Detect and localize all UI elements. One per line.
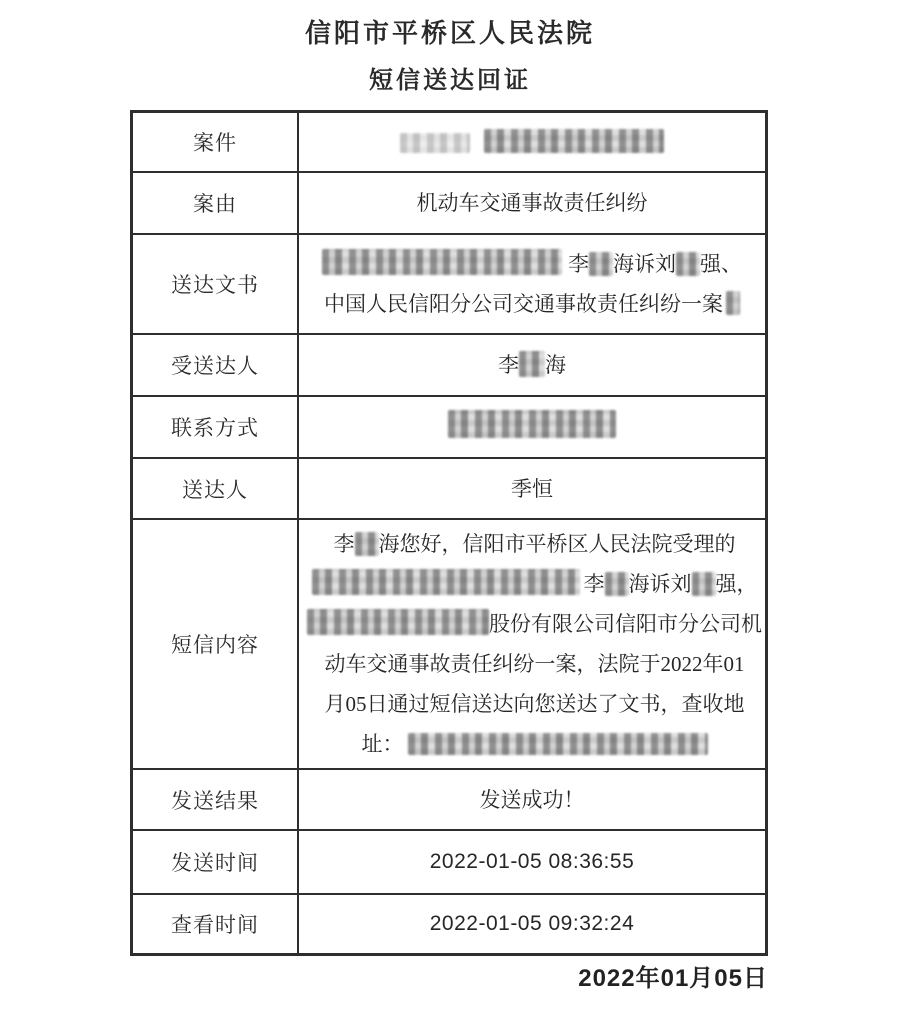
view-time-label: 查看时间 [133, 895, 299, 953]
table-row-result [133, 768, 765, 829]
redaction-block [726, 291, 740, 315]
table-row-contact [133, 395, 765, 457]
case-value [299, 113, 765, 171]
document-title: 短信送达回证 [369, 68, 531, 94]
redaction-block [322, 249, 562, 275]
redaction-block [589, 252, 613, 276]
table-row-recipient [133, 333, 765, 395]
redaction-block [408, 733, 708, 755]
redaction-block [605, 572, 629, 596]
recipient-value: 李 海 [498, 353, 566, 377]
contact-label: 联系方式 [133, 397, 299, 457]
redaction-block [448, 410, 616, 438]
table-row-view-time [133, 893, 765, 953]
cause-value: 机动车交通事故责任纠纷 [416, 191, 648, 215]
table-row-server [133, 457, 765, 518]
table-row-documents [133, 233, 765, 333]
send-time-value: 2022-01-05 08:36:55 [429, 850, 635, 873]
server-label: 送达人 [133, 459, 299, 518]
redaction-block [400, 133, 470, 153]
sms-content-label: 短信内容 [133, 520, 299, 768]
table-row-cause [133, 171, 765, 233]
documents-value: 李 海诉刘 强、 中国人民信阳分公司交通事故责任纠纷一案 [299, 235, 765, 333]
result-label: 发送结果 [133, 770, 299, 829]
contact-value [299, 397, 765, 457]
redaction-block [692, 572, 716, 596]
table-row-sms-content [133, 518, 765, 768]
redaction-block [676, 252, 700, 276]
server-value: 季恒 [511, 476, 553, 501]
redaction-block [355, 532, 379, 556]
redaction-block [519, 351, 545, 377]
receipt-table [130, 110, 768, 956]
redaction-block [484, 129, 664, 153]
case-label: 案件 [133, 113, 299, 171]
table-row-send-time [133, 829, 765, 893]
redaction-block [312, 569, 580, 595]
send-time-label: 发送时间 [133, 831, 299, 893]
table-row-case [133, 113, 765, 171]
redaction-block [307, 609, 489, 635]
result-value: 发送成功！ [479, 787, 585, 812]
cause-label: 案由 [133, 173, 299, 233]
issue-date: 2022年01月05日 [578, 965, 768, 992]
recipient-label: 受送达人 [133, 335, 299, 395]
documents-label: 送达文书 [133, 235, 299, 333]
court-name: 信阳市平桥区人民法院 [304, 19, 595, 48]
sms-content-value: 李 海您好，信阳市平桥区人民法院受理的 李 海诉刘 强， 股份有限公司信阳市分公司机 动车交通事故责任纠纷一案，法院于2022年01 月05日通过短信送达向您送达了文书，查收地 址： [299, 520, 770, 768]
view-time-value: 2022-01-05 09:32:24 [429, 912, 635, 935]
